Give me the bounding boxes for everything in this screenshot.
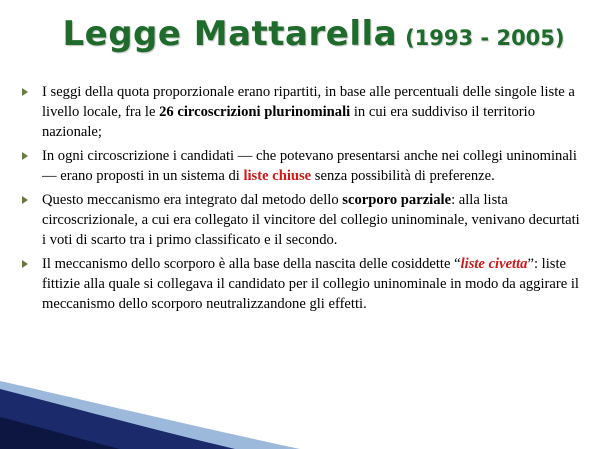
bullet-text: In ogni circoscrizione i candidati — che potevano presentarsi anche nei collegi uninominali — erano proposti in un sistema di	[42, 148, 577, 184]
bullet-highlight: scorporo parziale	[342, 192, 452, 208]
decorative-swoosh	[0, 359, 300, 449]
title-main: Legge Mattarella	[62, 14, 398, 54]
bullet-text: Il meccanismo dello scorporo è alla base della nascita delle cosiddette “	[42, 256, 461, 272]
title-years: (1993 - 2005)	[405, 26, 565, 50]
bullet-text: Questo meccanismo era integrato dal metodo dello	[42, 192, 343, 208]
bullet-text: : alla lista circoscrizionale, a cui era collegato il vincitore del collegio uninominale, venivano decurtati i voti di scarto tra i primo classificato e il secondo.	[42, 192, 580, 248]
slide-title	[0, 14, 599, 54]
bullet-arrow-icon	[22, 152, 28, 160]
bullet-arrow-icon	[22, 196, 28, 204]
bullet-text: in cui era suddiviso il territorio nazionale;	[42, 104, 536, 140]
bullet-list	[20, 82, 580, 318]
bullet-highlight: liste chiuse	[243, 168, 312, 184]
bullet-text: I seggi della quota proporzionale erano ripartiti, in base alle percentuali delle singole liste a livello locale, fra le	[42, 84, 575, 120]
bullet-item	[20, 254, 580, 314]
bullet-item	[20, 190, 580, 250]
bullet-text: ”: liste fittizie alla quale si collegava il candidato per il collegio uninominale in modo da aggirare il meccanismo dello scorporo neutralizzandone gli effetti.	[42, 256, 579, 312]
bullet-text: senza possibilità di preferenze.	[311, 168, 495, 184]
bullet-arrow-icon	[22, 260, 28, 268]
bullet-highlight: 26 circoscrizioni plurinominali	[159, 104, 351, 120]
bullet-item	[20, 146, 580, 186]
bullet-arrow-icon	[22, 88, 28, 96]
bullet-highlight: liste civetta	[460, 256, 528, 272]
bullet-item	[20, 82, 580, 142]
